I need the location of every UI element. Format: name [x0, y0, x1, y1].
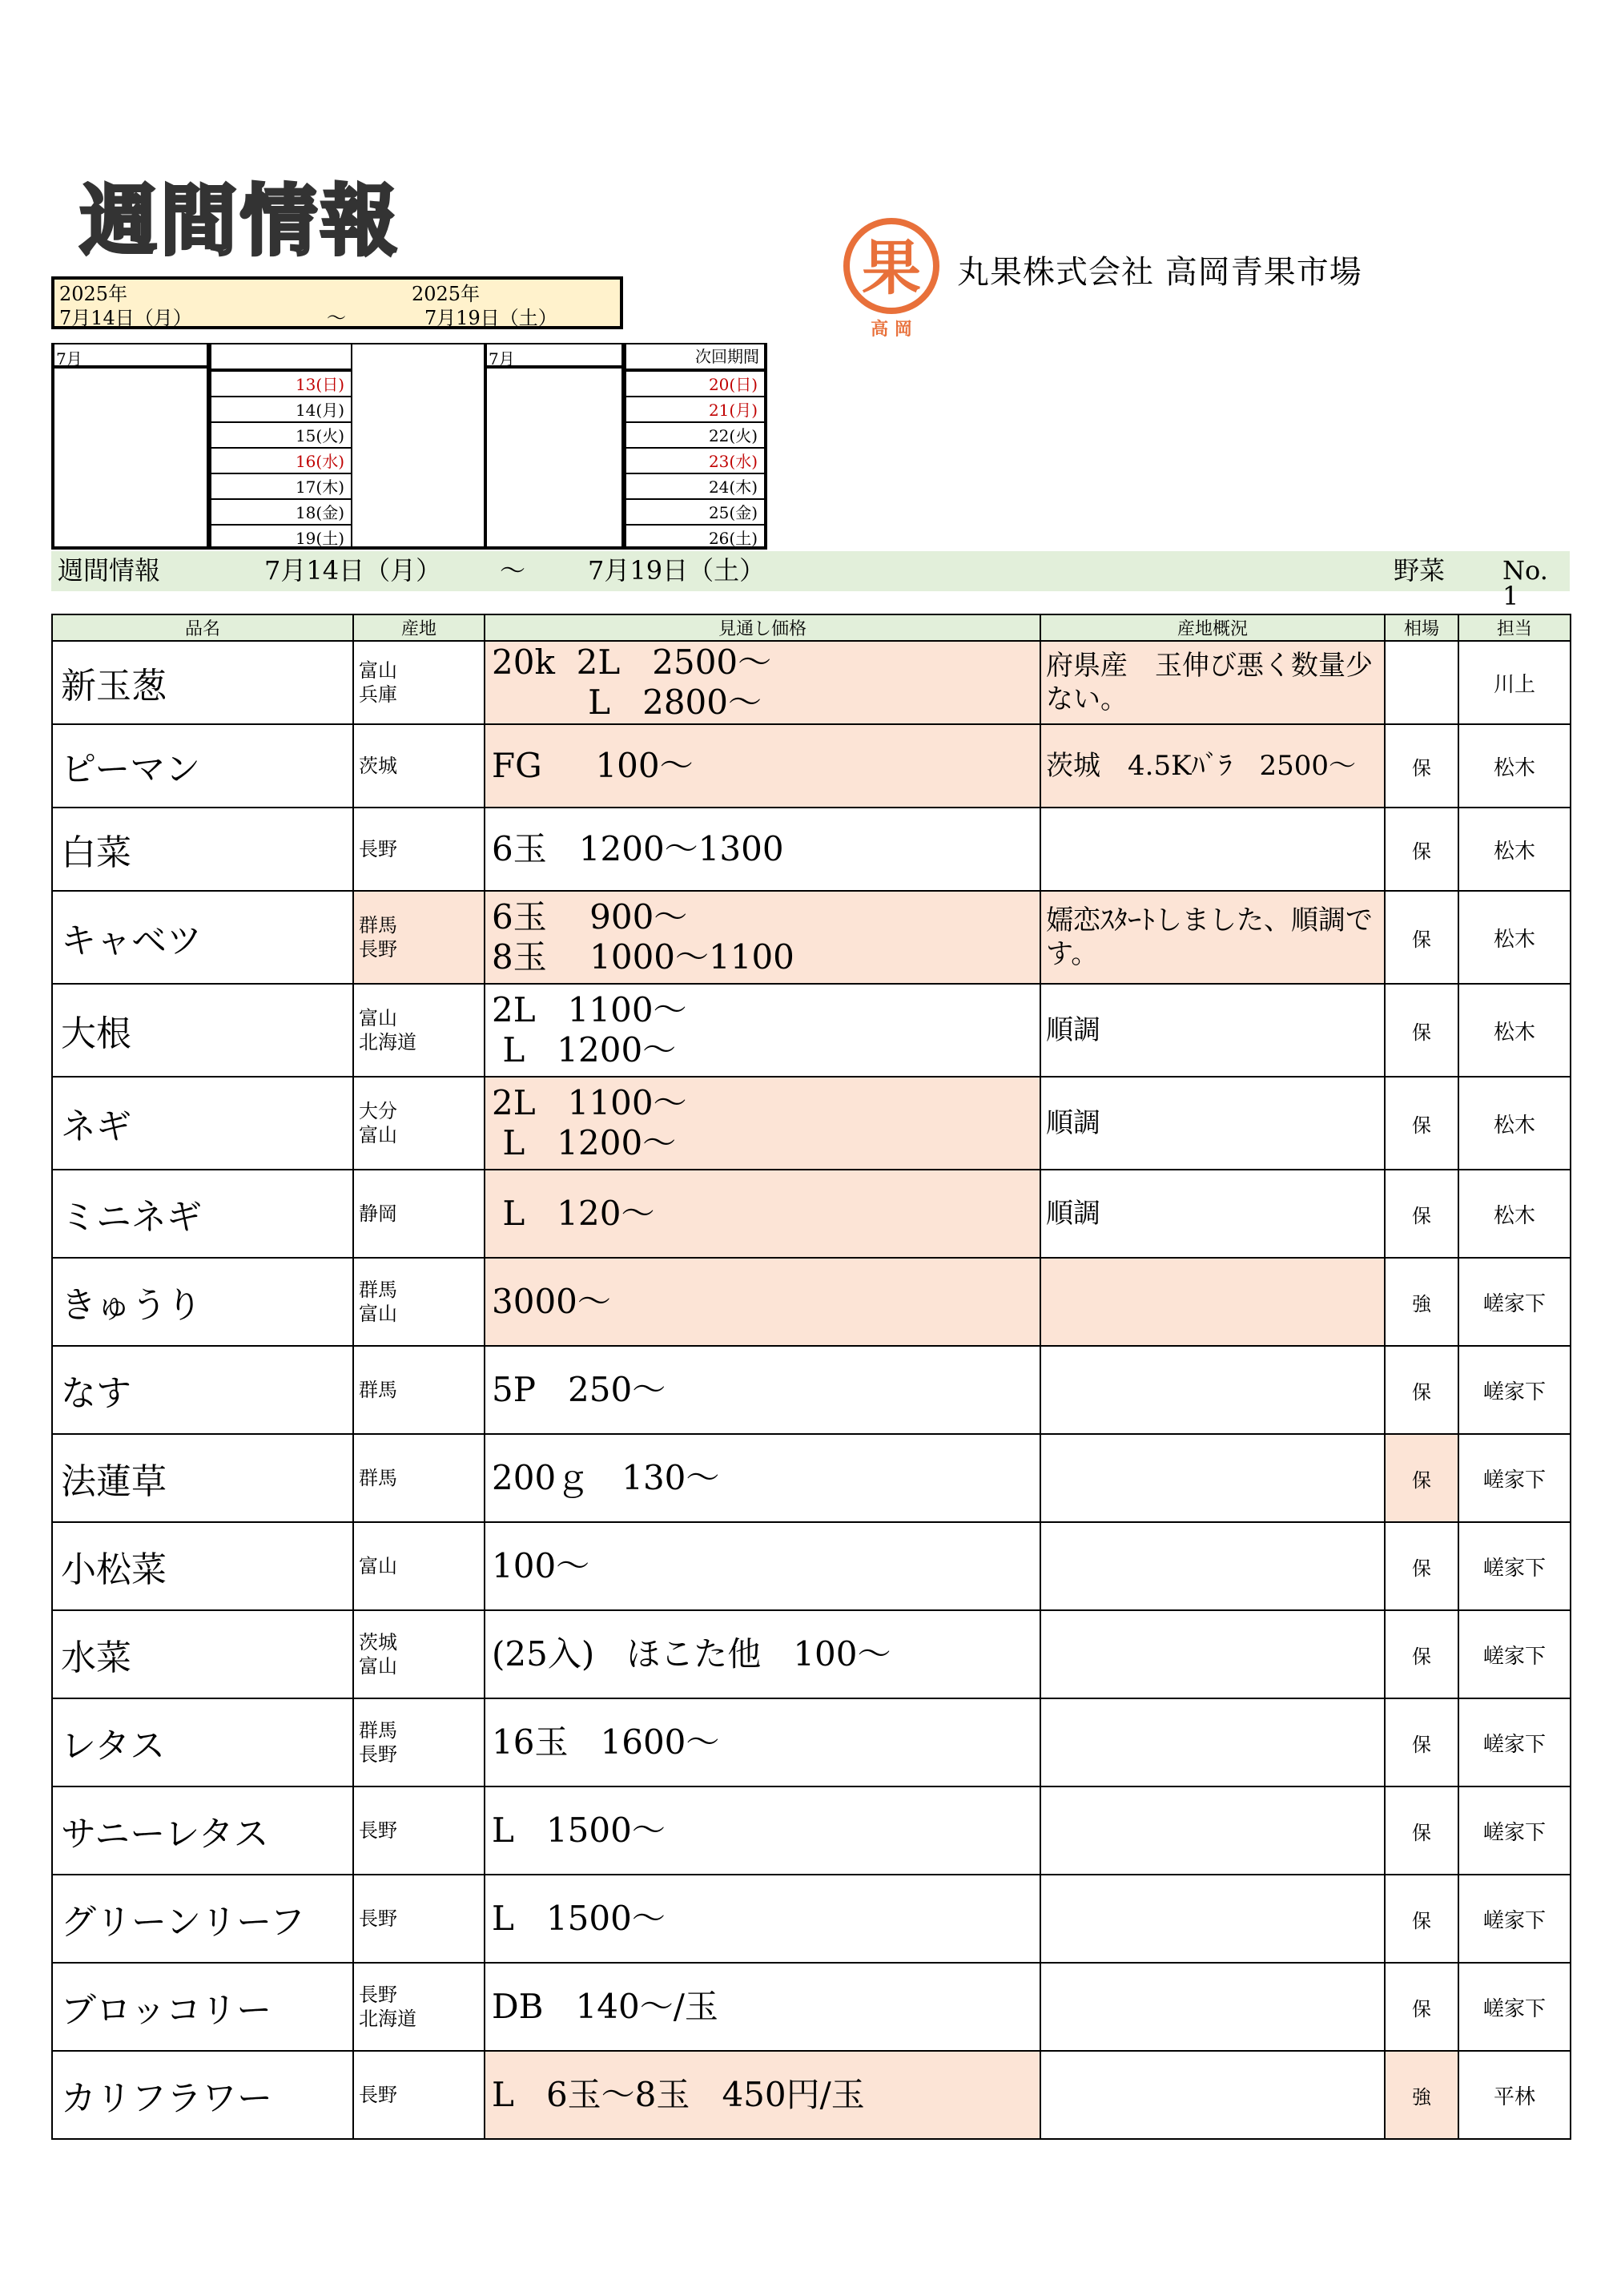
item-name: レタス	[52, 1698, 353, 1786]
item-name: きゅうり	[52, 1258, 353, 1346]
item-name: ブロッコリー	[52, 1963, 353, 2051]
item-staff	[1458, 1522, 1571, 1610]
cal-day: 18(金)	[211, 500, 351, 526]
item-price: 6玉 1200～1300	[485, 808, 1040, 891]
cal-day: 21(月)	[626, 397, 764, 423]
item-status	[1040, 1698, 1385, 1786]
table-row	[52, 1434, 1571, 1522]
item-staff: 松木	[1458, 724, 1571, 808]
item-name: サニーレタス	[52, 1786, 353, 1875]
cal-day: 14(月)	[211, 397, 351, 423]
band-end: 7月19日（土）	[588, 555, 766, 586]
cal-day: 24(木)	[626, 474, 764, 500]
cal-next-period-header: 次回期間	[626, 344, 764, 372]
band-label: 週間情報	[58, 555, 161, 586]
item-market: 保	[1385, 891, 1458, 984]
cal-day: 15(火)	[211, 423, 351, 449]
item-staff	[1458, 1610, 1571, 1698]
item-origin: 富山	[353, 1522, 485, 1610]
item-price: L 6玉～8玉 450円/玉	[485, 2051, 1040, 2139]
item-staff: 平林	[1458, 2051, 1571, 2139]
price-table	[51, 614, 1571, 2140]
item-market: 保	[1385, 1875, 1458, 1963]
staff-name: 嵯家下	[1482, 1732, 1546, 1757]
cal-right-month: 7月	[484, 343, 625, 369]
item-market: 保	[1385, 984, 1458, 1077]
item-price: 2L 1100～ L 1200～	[485, 984, 1040, 1077]
item-staff: 松木	[1458, 984, 1571, 1077]
item-status: 順調	[1040, 1170, 1385, 1258]
band-start: 7月14日（月）	[264, 555, 442, 586]
item-status	[1040, 1522, 1385, 1610]
table-row	[52, 1522, 1571, 1610]
item-name: ピーマン	[52, 724, 353, 808]
item-price: (25入) ほこた他 100～	[485, 1610, 1040, 1698]
header-item: 品名	[52, 614, 353, 641]
cal-gap	[352, 343, 484, 550]
item-origin: 群馬 長野	[353, 891, 485, 984]
page-title: 週間情報	[80, 176, 400, 266]
item-staff: 松木	[1458, 808, 1571, 891]
item-name: 白菜	[52, 808, 353, 891]
table-row	[52, 1077, 1571, 1170]
item-name: キャベツ	[52, 891, 353, 984]
cal-day: 26(土)	[708, 529, 758, 548]
date-range-box	[51, 276, 623, 329]
item-status	[1040, 808, 1385, 891]
staff-name: 嵯家下	[1482, 1996, 1546, 2021]
header-staff: 担当	[1458, 614, 1571, 641]
item-market: 強	[1385, 2051, 1458, 2139]
item-name: 水菜	[52, 1610, 353, 1698]
item-origin: 群馬	[353, 1434, 485, 1522]
band-page-no: No. 1	[1502, 555, 1548, 611]
item-name: グリーンリーフ	[52, 1875, 353, 1963]
table-row	[52, 1963, 1571, 2051]
item-staff: 松木	[1458, 891, 1571, 984]
item-origin: 長野	[353, 1786, 485, 1875]
item-name: カリフラワー	[52, 2051, 353, 2139]
item-status: 府県産 玉伸び悪く数量少ない。	[1040, 641, 1385, 724]
item-price: L 120～	[485, 1170, 1040, 1258]
table-row	[52, 1170, 1571, 1258]
item-market: 保	[1385, 1610, 1458, 1698]
table-row	[52, 1610, 1571, 1698]
item-market: 保	[1385, 1963, 1458, 2051]
item-origin: 茨城 富山	[353, 1610, 485, 1698]
cal-day: 22(火)	[626, 423, 764, 449]
staff-name: 嵯家下	[1482, 1644, 1546, 1669]
item-status: 順調	[1040, 1077, 1385, 1170]
header-status: 産地概況	[1040, 614, 1385, 641]
item-name: 新玉葱	[52, 641, 353, 724]
item-market: 保	[1385, 1698, 1458, 1786]
item-price: 20k 2L 2500～ L 2800～	[485, 641, 1040, 724]
item-market: 強	[1385, 1258, 1458, 1346]
item-origin: 長野	[353, 1875, 485, 1963]
table-header-row	[52, 614, 1571, 641]
item-price: L 1500～	[485, 1786, 1040, 1875]
cal-day: 19(土)	[295, 529, 344, 548]
item-market: 保	[1385, 724, 1458, 808]
cal-right-days	[625, 343, 767, 550]
table-row	[52, 2051, 1571, 2139]
item-origin: 富山 兵庫	[353, 641, 485, 724]
item-origin: 静岡	[353, 1170, 485, 1258]
header-price: 見通し価格	[485, 614, 1040, 641]
item-origin: 群馬 富山	[353, 1258, 485, 1346]
item-market	[1385, 641, 1458, 724]
item-origin: 群馬 長野	[353, 1698, 485, 1786]
cal-day: 16(水)	[211, 449, 351, 474]
item-price: 100～	[485, 1522, 1040, 1610]
item-price: 3000～	[485, 1258, 1040, 1346]
table-row	[52, 724, 1571, 808]
item-price: L 1500～	[485, 1875, 1040, 1963]
start-date: 7月14日（月）	[59, 307, 192, 329]
item-name: ミニネギ	[52, 1170, 353, 1258]
end-date: 7月19日（土）	[424, 307, 557, 329]
item-market: 保	[1385, 1077, 1458, 1170]
staff-name: 嵯家下	[1482, 1556, 1546, 1581]
item-name: 法蓮草	[52, 1434, 353, 1522]
calendar-grid	[51, 343, 767, 550]
item-market: 保	[1385, 1346, 1458, 1434]
end-year: 2025年	[412, 283, 481, 305]
item-name: ネギ	[52, 1077, 353, 1170]
item-status	[1040, 1875, 1385, 1963]
item-origin: 長野	[353, 808, 485, 891]
start-year: 2025年	[59, 283, 128, 305]
item-status	[1040, 1346, 1385, 1434]
item-status	[1040, 2051, 1385, 2139]
item-status: 順調	[1040, 984, 1385, 1077]
item-staff: 松木	[1458, 1170, 1571, 1258]
cal-left-days	[210, 343, 352, 550]
item-staff: 松木	[1458, 1077, 1571, 1170]
staff-name: 嵯家下	[1482, 1468, 1546, 1492]
table-row	[52, 891, 1571, 984]
item-price: 16玉 1600～	[485, 1698, 1040, 1786]
item-origin: 富山 北海道	[353, 984, 485, 1077]
logo-char: 果	[862, 234, 921, 303]
item-staff	[1458, 1786, 1571, 1875]
table-row	[52, 1258, 1571, 1346]
item-staff	[1458, 1258, 1571, 1346]
cal-day: 17(木)	[211, 474, 351, 500]
item-status	[1040, 1610, 1385, 1698]
item-staff	[1458, 1875, 1571, 1963]
cal-day: 13(日)	[211, 372, 351, 397]
item-status	[1040, 1963, 1385, 2051]
item-origin: 長野	[353, 2051, 485, 2139]
band-tilde: ～	[500, 555, 526, 586]
staff-name: 嵯家下	[1482, 1291, 1546, 1316]
item-status	[1040, 1786, 1385, 1875]
cal-left-header	[211, 344, 351, 372]
range-tilde: ～	[327, 307, 346, 329]
staff-name: 嵯家下	[1482, 1820, 1546, 1845]
table-row	[52, 1786, 1571, 1875]
item-price: FG 100～	[485, 724, 1040, 808]
company-logo	[841, 215, 945, 343]
company-name: 丸果株式会社 高岡青果市場	[957, 254, 1362, 291]
item-status: 茨城 4.5Kﾊﾞﾗ 2500～	[1040, 724, 1385, 808]
band-category: 野菜	[1394, 555, 1446, 586]
item-price: 6玉 900～ 8玉 1000～1100	[485, 891, 1040, 984]
table-row	[52, 1698, 1571, 1786]
item-market: 保	[1385, 1522, 1458, 1610]
week-band	[51, 551, 1570, 611]
cal-day: 20(日)	[626, 372, 764, 397]
header-market: 相場	[1385, 614, 1458, 641]
item-name: 大根	[52, 984, 353, 1077]
table-row	[52, 808, 1571, 891]
staff-name: 嵯家下	[1482, 1380, 1546, 1404]
item-price: 5P 250～	[485, 1346, 1040, 1434]
item-market: 保	[1385, 808, 1458, 891]
cal-right-empty	[484, 343, 625, 550]
cal-day: 25(金)	[626, 500, 764, 526]
item-staff	[1458, 1346, 1571, 1434]
logo-sub: 高 岡	[871, 320, 912, 340]
cal-day: 23(水)	[626, 449, 764, 474]
item-staff: 川上	[1458, 641, 1571, 724]
item-market: 保	[1385, 1786, 1458, 1875]
item-status: 嬬恋ｽﾀｰﾄしました、順調です。	[1040, 891, 1385, 984]
item-market: 保	[1385, 1434, 1458, 1522]
item-price: 2L 1100～ L 1200～	[485, 1077, 1040, 1170]
item-staff	[1458, 1698, 1571, 1786]
item-name: なす	[52, 1346, 353, 1434]
item-staff	[1458, 1434, 1571, 1522]
item-origin: 大分 富山	[353, 1077, 485, 1170]
item-status	[1040, 1258, 1385, 1346]
staff-name: 嵯家下	[1482, 1908, 1546, 1933]
item-staff	[1458, 1963, 1571, 2051]
table-row	[52, 1875, 1571, 1963]
item-origin: 茨城	[353, 724, 485, 808]
item-status	[1040, 1434, 1385, 1522]
item-name: 小松菜	[52, 1522, 353, 1610]
table-row	[52, 1346, 1571, 1434]
item-price: 200ｇ 130～	[485, 1434, 1040, 1522]
table-row	[52, 984, 1571, 1077]
item-price: DB 140～/玉	[485, 1963, 1040, 2051]
cal-left-month: 7月	[51, 343, 210, 369]
item-market: 保	[1385, 1170, 1458, 1258]
item-origin: 長野 北海道	[353, 1963, 485, 2051]
table-row	[52, 641, 1571, 724]
cal-left-empty	[51, 343, 210, 550]
item-origin: 群馬	[353, 1346, 485, 1434]
header-origin: 産地	[353, 614, 485, 641]
